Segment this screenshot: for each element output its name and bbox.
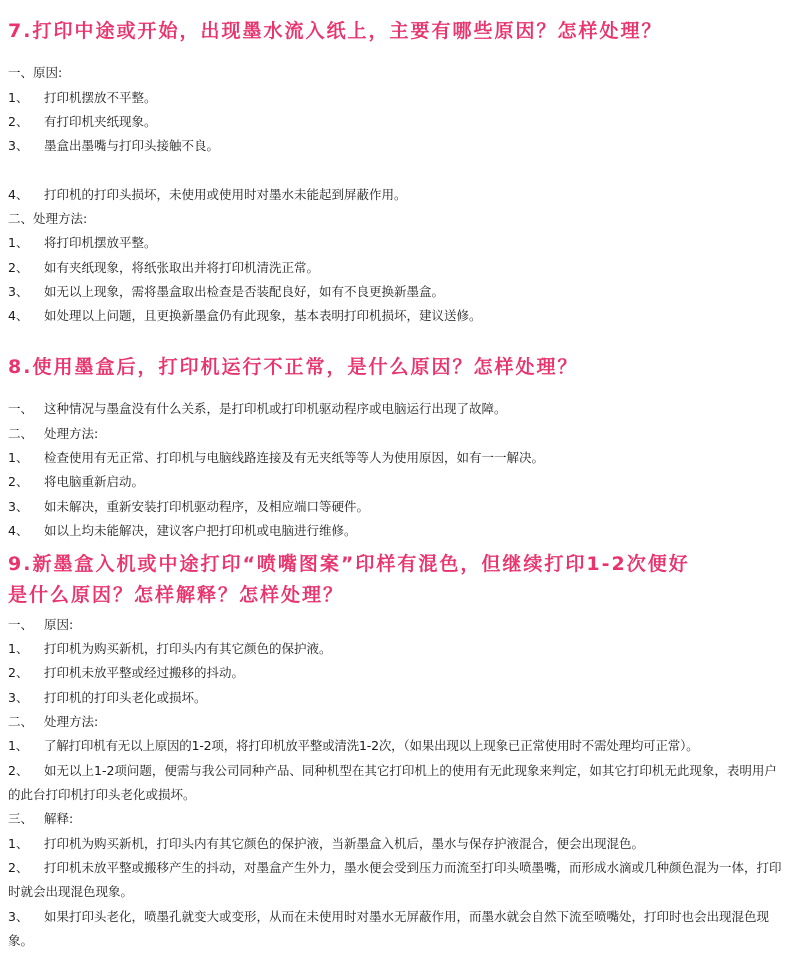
s9-cause-3 [8, 686, 207, 710]
item-text: 处理方法: [44, 714, 99, 729]
item-text: 原因: [44, 617, 74, 632]
item-number: 3、 [8, 138, 29, 153]
section-9-title-line-1: 9.新墨盒入机或中途打印“喷嘴图案”印样有混色，但继续打印1-2次便好 [8, 553, 690, 575]
item-text: 打印机的打印头老化或损坏。 [44, 690, 207, 705]
item-number: 二、 [8, 426, 34, 441]
item-text: 如无以上现象，需将墨盒取出检查是否装配良好，如有不良更换新墨盒。 [44, 284, 445, 299]
s8-method-2 [8, 470, 144, 494]
item-number: 1、 [8, 235, 29, 250]
s9-cause-heading [8, 613, 73, 637]
item-text: 了解打印机有无以上原因的1-2项，将打印机放平整或清洗1-2次，（如果出现以上现象已正常使用时不需处理均可正常）。 [44, 738, 699, 753]
s7-cause-2 [8, 110, 157, 134]
item-text: 如果打印头老化，喷墨孔就变大或变形，从而在未使用时对墨水无屏蔽作用，而墨水就会自然下流至喷嘴处，打印时也会出现混色现象。 [8, 909, 770, 948]
item-number: 2、 [8, 665, 29, 680]
s8-method-3 [8, 495, 369, 519]
item-number: 2、 [8, 763, 29, 778]
item-number: 1、 [8, 450, 29, 465]
item-number: 1、 [8, 738, 29, 753]
item-text: 如处理以上问题，且更换新墨盒仍有此现象，基本表明打印机损坏，建议送修。 [44, 308, 482, 323]
item-text: 如以上均未能解决，建议客户把打印机或电脑进行维修。 [44, 523, 357, 538]
s9-method-heading [8, 710, 98, 734]
item-number: 4、 [8, 187, 29, 202]
item-text: 打印机未放平整或搬移产生的抖动，对墨盒产生外力，墨水便会受到压力而流至打印头喷墨嘴，而形成水滴或几种颜色混为一体，打印时就会出现混色现象。 [8, 860, 782, 899]
s9-cause-2 [8, 661, 244, 685]
item-text: 打印机为购买新机，打印头内有其它颜色的保护液。 [44, 641, 332, 656]
s7-method-2 [8, 256, 319, 280]
item-text: 打印机摆放不平整。 [44, 90, 157, 105]
s7-cause-4 [8, 183, 407, 207]
s7-method-1 [8, 231, 157, 255]
item-text: 处理方法: [44, 426, 99, 441]
item-number: 4、 [8, 523, 29, 538]
section-7-title: 7.打印中途或开始，出现墨水流入纸上，主要有哪些原因？怎样处理？ [8, 20, 663, 42]
item-text: 解释: [44, 811, 74, 826]
item-number: 2、 [8, 114, 29, 129]
s7-cause-heading: 一、原因: [8, 65, 63, 80]
item-text: 打印机的打印头损坏，未使用或使用时对墨水未能起到屏蔽作用。 [44, 187, 407, 202]
s9-method-2 [8, 759, 784, 807]
item-number: 1、 [8, 836, 29, 851]
s8-method-1 [8, 446, 544, 470]
item-text: 打印机为购买新机，打印头内有其它颜色的保护液，当新墨盒入机后，墨水与保存护液混合，便会出现混色。 [44, 836, 645, 851]
item-text: 如无以上1-2项问题，便需与我公司同种产品、同种机型在其它打印机上的使用有无此现象来判定，如其它打印机无此现象，表明用户的此台打印机打印头老化或损坏。 [8, 763, 777, 802]
item-number: 3、 [8, 909, 29, 924]
s7-method-4 [8, 304, 482, 328]
item-number: 2、 [8, 474, 29, 489]
s7-cause-1 [8, 86, 157, 110]
s7-cause-3 [8, 134, 219, 158]
item-number: 3、 [8, 690, 29, 705]
item-text: 打印机未放平整或经过搬移的抖动。 [44, 665, 245, 680]
s8-method-heading [8, 422, 98, 446]
item-text: 如有夹纸现象，将纸张取出并将打印机清洗正常。 [44, 260, 320, 275]
item-text: 检查使用有无正常、打印机与电脑线路连接及有无夹纸等等人为使用原因，如有一一解决。 [44, 450, 545, 465]
item-number: 2、 [8, 260, 29, 275]
s7-method-heading: 二、处理方法: [8, 211, 88, 226]
s8-method-4 [8, 519, 357, 543]
item-number: 3、 [8, 499, 29, 514]
s9-method-1 [8, 734, 698, 758]
s9-explain-1 [8, 832, 644, 856]
item-text: 将电脑重新启动。 [44, 474, 145, 489]
item-number: 二、 [8, 714, 34, 729]
item-number: 1、 [8, 641, 29, 656]
s9-explain-3 [8, 905, 784, 953]
item-text: 有打印机夹纸现象。 [44, 114, 157, 129]
s9-explain-heading [8, 807, 73, 831]
s9-cause-1 [8, 637, 332, 661]
item-number: 4、 [8, 308, 29, 323]
s8-item-a [8, 397, 507, 421]
section-9-title-line-2: 是什么原因？怎样解释？怎样处理？ [8, 584, 345, 606]
item-text: 这种情况与墨盒没有什么关系，是打印机或打印机驱动程序或电脑运行出现了故障。 [44, 401, 507, 416]
item-number: 2、 [8, 860, 29, 875]
s9-explain-2 [8, 856, 784, 904]
item-number: 三、 [8, 811, 34, 826]
item-text: 如未解决，重新安装打印机驱动程序，及相应端口等硬件。 [44, 499, 370, 514]
item-number: 一、 [8, 401, 34, 416]
item-number: 3、 [8, 284, 29, 299]
section-8-title: 8.使用墨盒后，打印机运行不正常，是什么原因？怎样处理？ [8, 356, 579, 378]
s7-method-3 [8, 280, 444, 304]
item-text: 墨盒出墨嘴与打印头接触不良。 [44, 138, 220, 153]
item-number: 一、 [8, 617, 34, 632]
item-number: 1、 [8, 90, 29, 105]
item-text: 将打印机摆放平整。 [44, 235, 157, 250]
